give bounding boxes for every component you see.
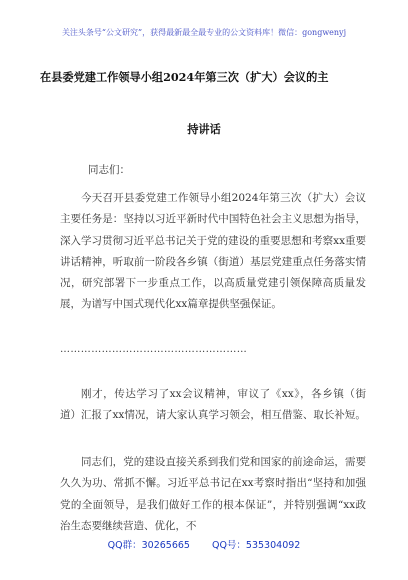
document-title-line1: 在县委党建工作领导小组2024年第三次（扩大）会议的主 <box>40 70 329 84</box>
footer-contacts <box>0 539 408 552</box>
header-notice: 关注头条号“公文研究”，获得最新最全最专业的公文资料库！微信：gongwenyj <box>61 28 347 37</box>
footer-qq-group: QQ群：30265665 <box>107 540 190 551</box>
footer-qq-number: QQ号：535304092 <box>211 540 301 551</box>
greeting: 同志们： <box>88 164 130 176</box>
document-title-line2: 持讲话 <box>187 122 221 136</box>
paragraph-3: 同志们，党的建设直接关系到我们党和国家的前途命运，需要久久为功、常抓不懈。习近平总书记在xx考察时指出“坚持和加强党的全面领导，是我们做好工作的根本保证”，并特别强调“xx政治生态要继续营造、优化，不 <box>60 456 366 532</box>
paragraph-2: 刚才，传达学习了xx会议精神，审议了《xx》，各乡镇（街道）汇报了xx情况，请大家认真学习领会，相互借鉴、取长补短。 <box>60 388 366 422</box>
separator-dots: ……………………………………………… <box>60 344 248 355</box>
paragraph-1: 今天召开县委党建工作领导小组2024年第三次（扩大）会议主要任务是：坚持以习近平新时代中国特色社会主义思想为指导，深入学习贯彻习近平总书记关于党的建设的重要思想和考察xx重要讲话精神，听取前一阶段各乡镇（街道）基层党建重点任务落实情况，研究部署下一步重点工作，以高质量党建引领保障高质量发展，为谱写中国式现代化xx篇章提供坚强保证。 <box>60 192 366 311</box>
